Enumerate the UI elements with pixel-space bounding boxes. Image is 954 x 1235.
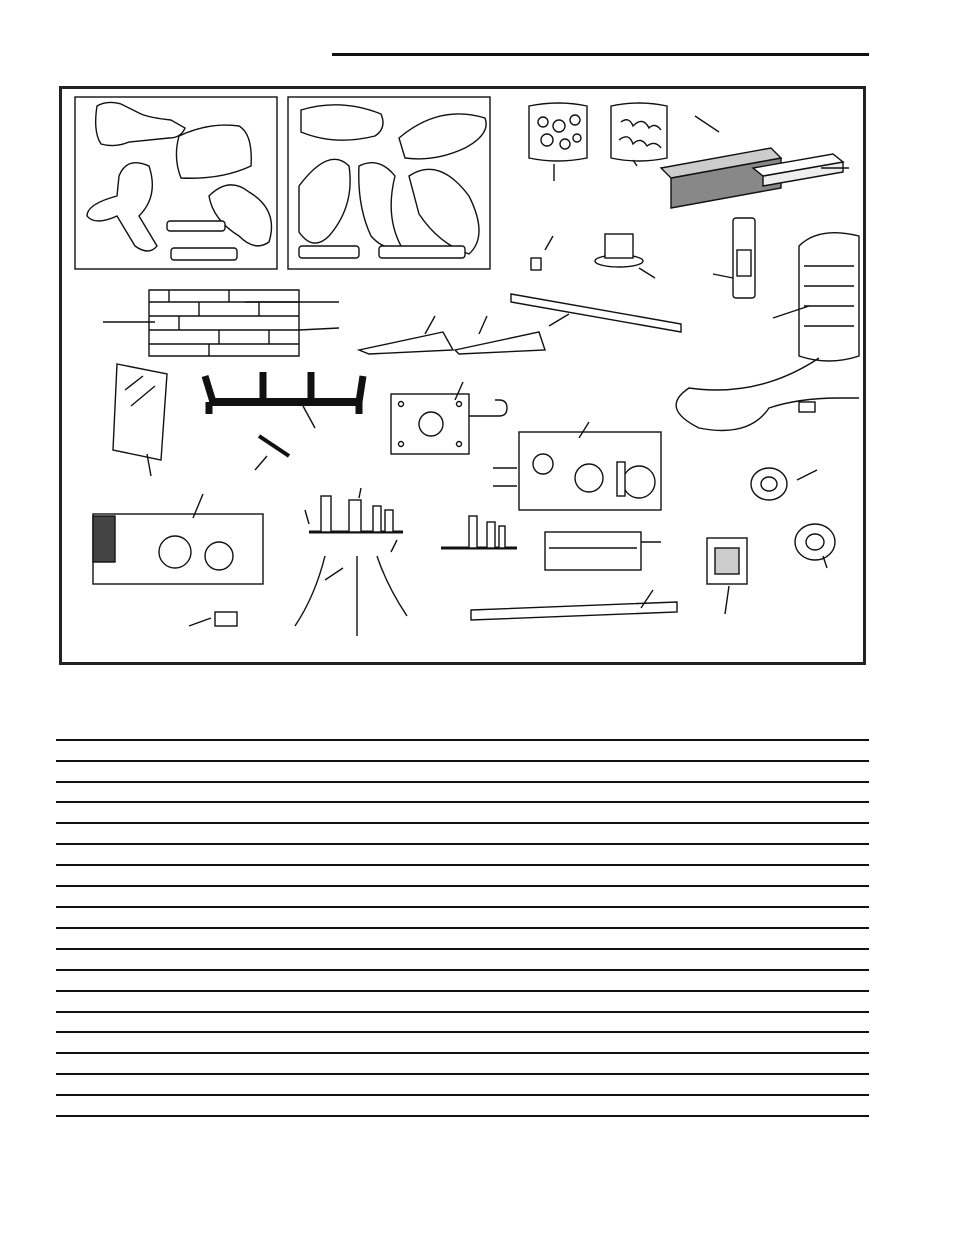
table-row — [56, 843, 869, 845]
table-row — [56, 1031, 869, 1033]
table-row — [56, 760, 869, 762]
table-row — [56, 1073, 869, 1075]
table-row — [56, 1115, 869, 1117]
table-row — [56, 906, 869, 908]
table-row — [56, 885, 869, 887]
table-row — [56, 822, 869, 824]
table-row — [56, 990, 869, 992]
parts-list-table — [56, 0, 869, 1235]
table-row — [56, 864, 869, 866]
table-row — [56, 781, 869, 783]
table-row — [56, 1052, 869, 1054]
table-row — [56, 739, 869, 741]
table-row — [56, 948, 869, 950]
table-row — [56, 1094, 869, 1096]
table-row — [56, 969, 869, 971]
table-row — [56, 927, 869, 929]
table-row — [56, 801, 869, 803]
table-row — [56, 1011, 869, 1013]
